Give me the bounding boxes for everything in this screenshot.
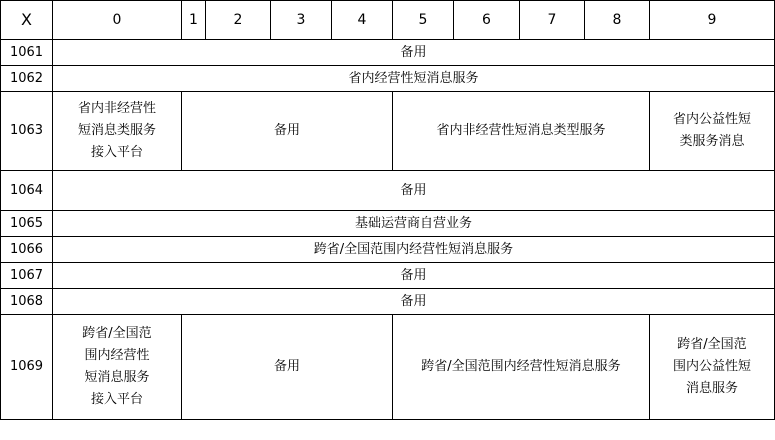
- cell-1063-col9: 省内公益性短 类服务消息: [650, 92, 775, 171]
- cell-1066-all: 跨省/全国范围内经营性短消息服务: [53, 237, 775, 263]
- cell-1062-all: 省内经营性短消息服务: [53, 66, 775, 92]
- header-col-2: 2: [206, 1, 271, 40]
- row-label-1067: 1067: [1, 263, 53, 289]
- row-label-1066: 1066: [1, 237, 53, 263]
- cell-1063-col5-8: 省内非经营性短消息类型服务: [393, 92, 650, 171]
- header-col-9: 9: [650, 1, 775, 40]
- table-row-1063: [1, 92, 775, 171]
- cell-1064-all: 备用: [53, 171, 775, 211]
- header-col-6: 6: [454, 1, 520, 40]
- table-row-1061: [1, 40, 775, 66]
- row-label-1064: 1064: [1, 171, 53, 211]
- row-label-1069: 1069: [1, 315, 53, 420]
- cell-1065-all: 基础运营商自营业务: [53, 211, 775, 237]
- cell-1061-all: 备用: [53, 40, 775, 66]
- cell-1068-all: 备用: [53, 289, 775, 315]
- header-col-7: 7: [520, 1, 585, 40]
- table-row-1062: [1, 66, 775, 92]
- cell-1069-col9: 跨省/全国范 围内公益性短 消息服务: [650, 315, 775, 420]
- header-row: [1, 1, 775, 40]
- cell-1069-col0: 跨省/全国范 围内经营性 短消息服务 接入平台: [53, 315, 182, 420]
- row-label-1063: 1063: [1, 92, 53, 171]
- cell-1063-col1-4: 备用: [182, 92, 393, 171]
- table-row-1066: [1, 237, 775, 263]
- cell-1069-col1-4: 备用: [182, 315, 393, 420]
- table-row-1067: [1, 263, 775, 289]
- cell-1067-all: 备用: [53, 263, 775, 289]
- header-col-0: 0: [53, 1, 182, 40]
- table-row-1069: [1, 315, 775, 420]
- header-col-4: 4: [332, 1, 393, 40]
- header-col-5: 5: [393, 1, 454, 40]
- row-label-1065: 1065: [1, 211, 53, 237]
- header-col-8: 8: [585, 1, 650, 40]
- row-label-1062: 1062: [1, 66, 53, 92]
- table-row-1065: [1, 211, 775, 237]
- table-row-1064: [1, 171, 775, 211]
- cell-1063-col0: 省内非经营性 短消息类服务 接入平台: [53, 92, 182, 171]
- table-row-1068: [1, 289, 775, 315]
- header-col-3: 3: [271, 1, 332, 40]
- row-label-1068: 1068: [1, 289, 53, 315]
- header-x-cell: X: [1, 1, 53, 40]
- row-label-1061: 1061: [1, 40, 53, 66]
- cell-1069-col5-8: 跨省/全国范围内经营性短消息服务: [393, 315, 650, 420]
- header-col-1: 1: [182, 1, 206, 40]
